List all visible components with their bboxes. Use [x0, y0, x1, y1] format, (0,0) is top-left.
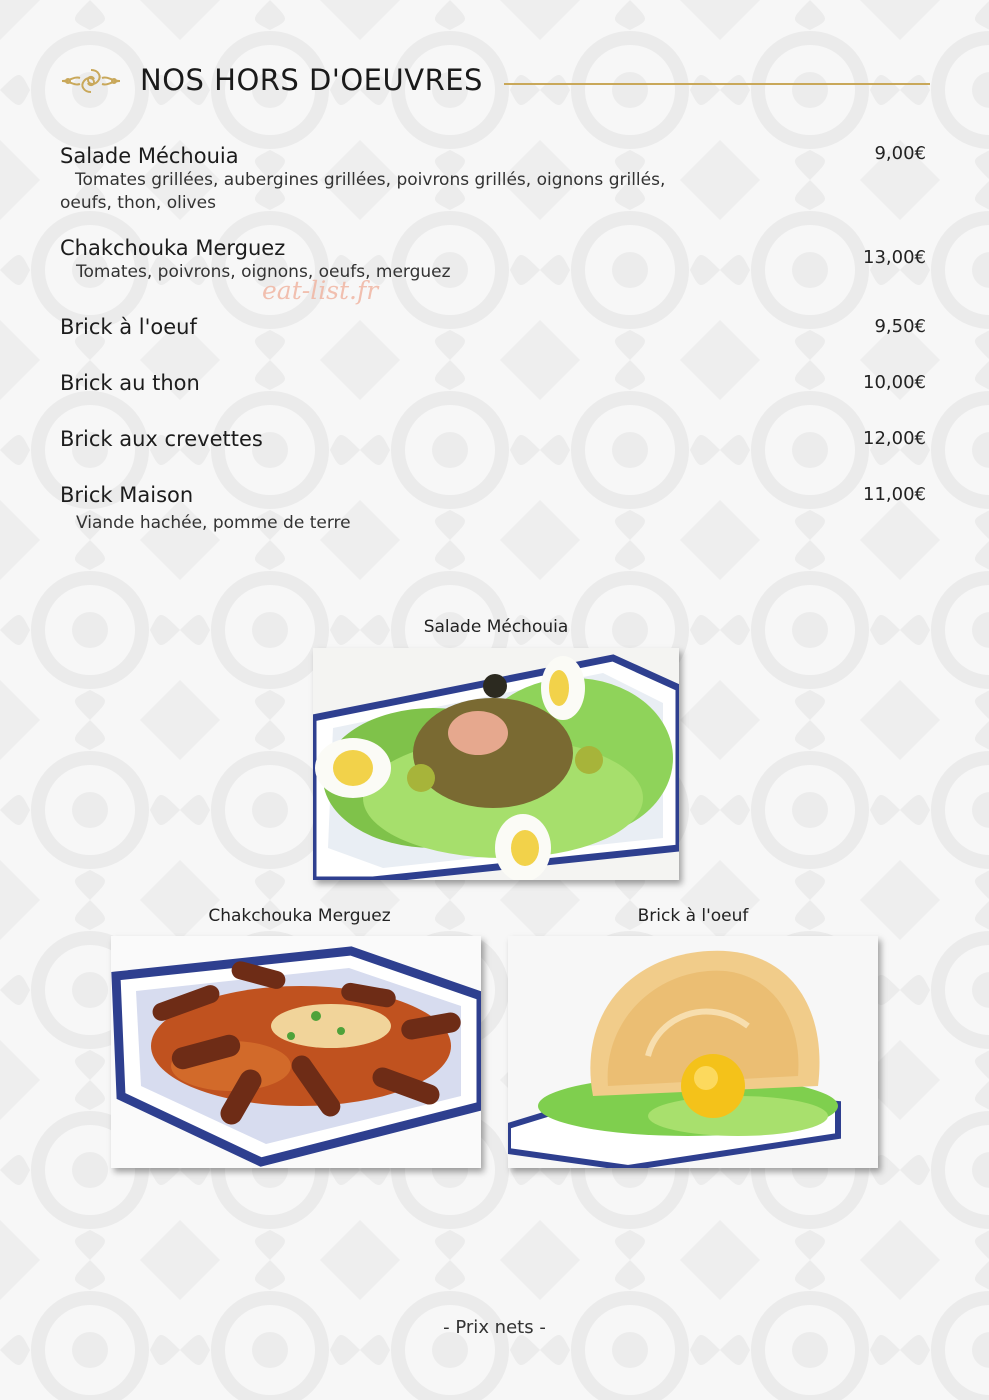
- menu-item-brick-thon: [60, 370, 926, 396]
- item-price: 13,00€: [863, 247, 926, 268]
- menu-item-brick-crevettes: [60, 426, 926, 452]
- photo-brick-oeuf: [508, 936, 878, 1168]
- gold-ornament-icon: [58, 66, 124, 96]
- item-name: Brick au thon: [60, 371, 200, 395]
- item-name: Brick Maison: [60, 483, 194, 507]
- item-price: 10,00€: [863, 372, 926, 393]
- section-header: [58, 60, 930, 104]
- item-price: 11,00€: [863, 484, 926, 505]
- item-price: 12,00€: [863, 428, 926, 449]
- item-description: Tomates grillées, aubergines grillées, poivrons grillés, oignons grillés, oeufs, thon, olives: [60, 170, 666, 213]
- item-description: Viande hachée, pomme de terre: [76, 513, 351, 533]
- item-name: Salade Méchouia: [60, 144, 239, 168]
- menu-item-chakchouka-merguez: [60, 235, 926, 284]
- menu-item-brick-oeuf: [60, 314, 926, 340]
- photo-chakchouka-merguez: [111, 936, 481, 1168]
- photo-caption: Salade Méchouia: [423, 617, 569, 637]
- menu-item-brick-maison: [60, 482, 926, 535]
- item-name: Chakchouka Merguez: [60, 236, 286, 260]
- item-name: Brick aux crevettes: [60, 427, 263, 451]
- photo-caption: Brick à l'oeuf: [637, 906, 749, 926]
- photo-caption: Chakchouka Merguez: [208, 906, 391, 926]
- item-price: 9,00€: [874, 143, 926, 164]
- item-description: Tomates, poivrons, oignons, oeufs, merguez: [76, 262, 451, 282]
- watermark: eat-list.fr: [262, 276, 379, 305]
- footer-note: - Prix nets -: [443, 1317, 546, 1338]
- title-rule: [504, 83, 930, 85]
- photo-salade-mechouia: [313, 648, 679, 880]
- menu-item-salade-mechouia: [60, 143, 926, 215]
- section-title: NOS HORS D'OEUVRES: [140, 63, 483, 97]
- item-price: 9,50€: [874, 316, 926, 337]
- item-name: Brick à l'oeuf: [60, 315, 197, 339]
